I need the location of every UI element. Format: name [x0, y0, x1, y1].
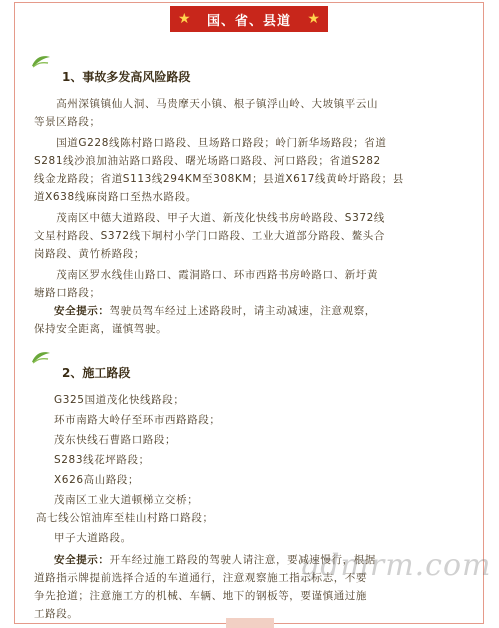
text-line: 高州深镇镇仙人洞、马贵摩天小镇、根子镇浮山岭、大坡镇平云山 — [34, 98, 379, 110]
text-line: 工路段。 — [34, 608, 79, 620]
section-title-construction: 2、施工路段 — [62, 366, 131, 380]
text-line: 道路指示牌提前选择合适的车道通行，注意观察施工指示标志，不要 — [34, 572, 367, 584]
text-line: 茂南区中德大道路段、甲子大道、新茂化快线书房岭路段、S372线 — [34, 212, 386, 224]
text-line: 环市南路大岭仔至环市西路路段； — [54, 414, 221, 426]
text-line: 等景区路段； — [34, 116, 101, 128]
leaf-icon — [30, 350, 52, 364]
text-line: 茂南区罗水线佳山路口、霞洞路口、环市西路书房岭路口、新圩黄 — [34, 269, 379, 281]
text-line: 岗路段、黄竹桥路段； — [34, 248, 145, 260]
tip-text: 驾驶员驾车经过上述路段时，请主动减速，注意观察， — [109, 305, 376, 317]
star-icon: ★ — [307, 11, 320, 27]
tip-text: 开车经过施工路段的驾驶人请注意，要减速慢行，根据 — [109, 554, 376, 566]
text-line: X626高山路段； — [54, 474, 140, 486]
text-line: 保持安全距离，谨慎驾驶。 — [34, 323, 168, 335]
text-line: 高七线公馆油库至桂山村路口路段； — [36, 512, 214, 524]
text-line: 线金龙路段；省道S113线294KM至308KM；县道X617线黄岭圩路段；县 — [34, 173, 404, 185]
text-line: 茂东快线石曹路口路段； — [54, 434, 177, 446]
watermark: gdmrm.com — [300, 548, 492, 583]
leaf-icon — [30, 54, 52, 68]
text-line: G325国道茂化快线路段； — [54, 394, 185, 406]
safety-tip-1 — [54, 303, 376, 318]
tip-label: 安全提示： — [54, 554, 110, 566]
banner-title: 国、省、县道 — [206, 13, 291, 29]
text-line: S281线沙浪加油站路口路段、曙光场路口路段、河口路段；省道S282 — [34, 155, 381, 167]
section-banner — [170, 6, 328, 32]
text-line: 甲子大道路段。 — [54, 532, 132, 544]
text-line: S283线花坪路段； — [54, 454, 150, 466]
tip-label: 安全提示： — [54, 305, 110, 317]
text-line: 国道G228线陈村路口路段、旦场路口路段；岭门新华场路段；省道 — [34, 137, 387, 149]
text-line: 道X638线麻岗路口至热水路段。 — [34, 191, 197, 203]
text-line: 文星村路段、S372线下垌村小学门口路段、工业大道部分路段、鳌头合 — [34, 230, 386, 242]
text-line: 塘路口路段； — [34, 287, 101, 299]
star-icon: ★ — [178, 11, 191, 27]
section-title-risk-roads: 1、事故多发高风险路段 — [62, 70, 191, 84]
text-line: 争先抢道；注意施工方的机械、车辆、地下的钢板等，要谨慎通过施 — [34, 590, 367, 602]
text-line: 茂南区工业大道顿梯立交桥； — [54, 494, 199, 506]
bottom-decoration — [226, 618, 274, 628]
